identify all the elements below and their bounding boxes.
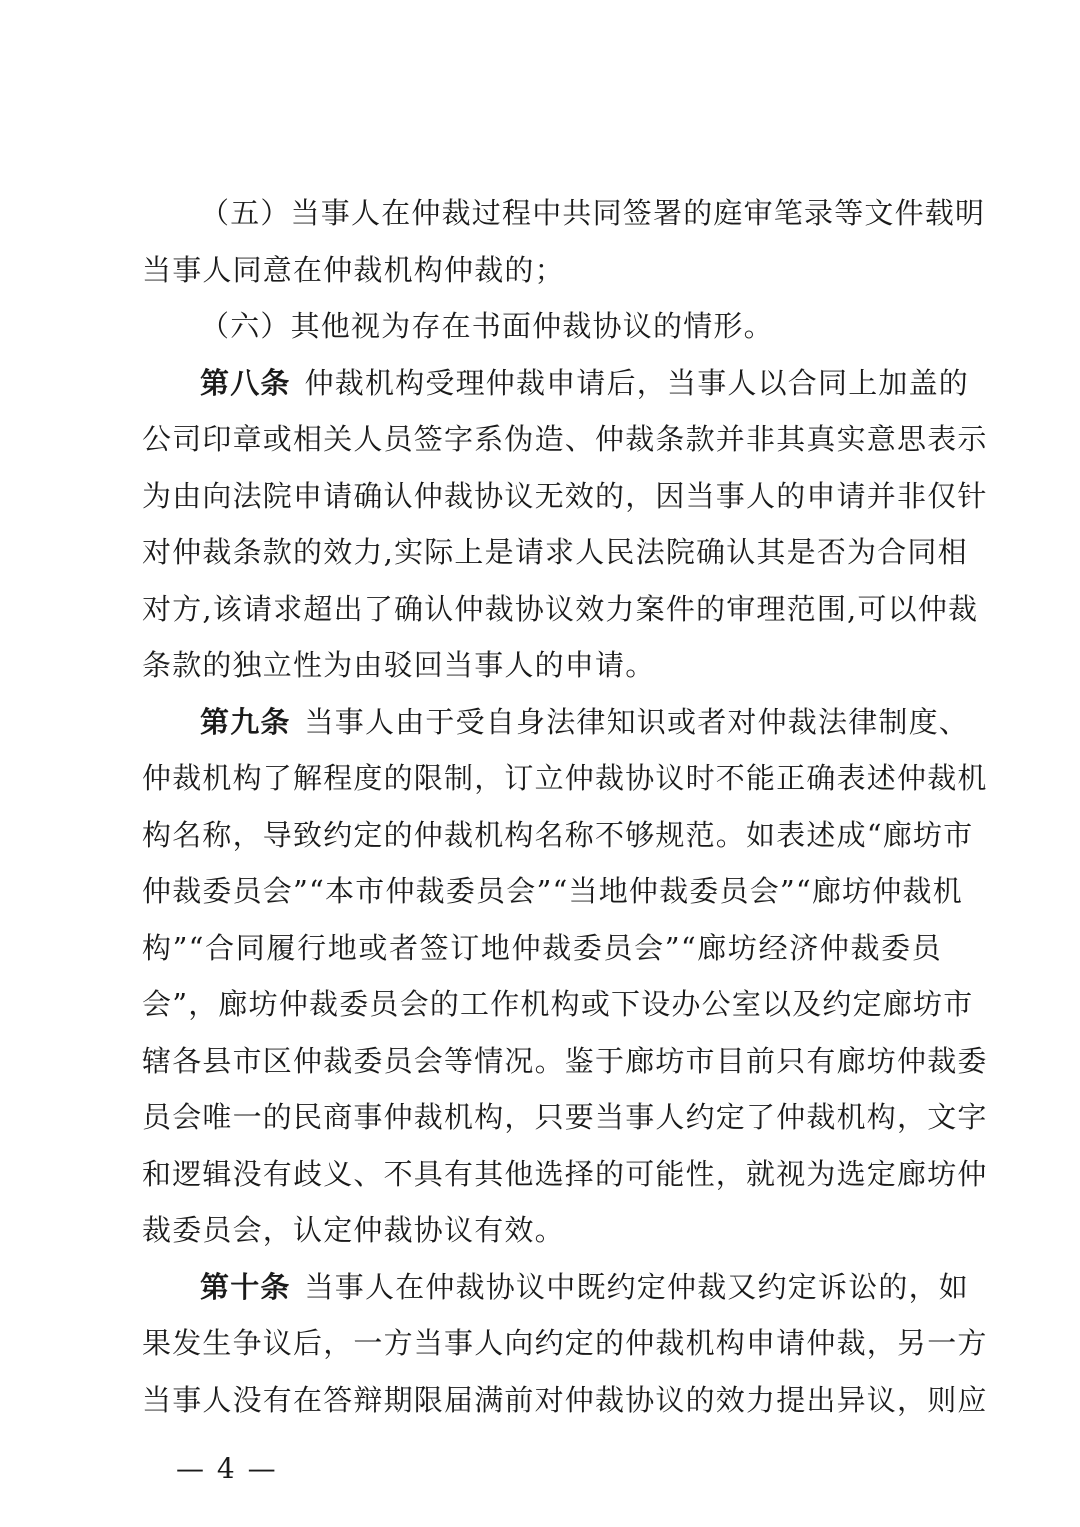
article-heading: 第十条	[200, 1269, 291, 1304]
text-line: （五）当事人在仲裁过程中共同签署的庭审笔录等文件载明	[200, 196, 986, 230]
article-heading: 第八条	[200, 365, 291, 400]
paragraph-item-5	[142, 185, 986, 298]
text-line	[142, 694, 970, 751]
article-text: 当事人由于受自身法律知识或者对仲裁法律制度、	[304, 704, 970, 739]
text-line: 为由向法院申请确认仲裁协议无效的，因当事人的申请并非仅针	[142, 478, 988, 513]
text-line: 当事人同意在仲裁机构仲裁的；	[142, 252, 565, 287]
paragraph-item-6	[142, 298, 942, 355]
text-line: 员会唯一的民商事仲裁机构，只要当事人约定了仲裁机构，文字	[142, 1100, 988, 1134]
text-line: 对方,该请求超出了确认仲裁协议效力案件的审理范围,可以仲裁	[142, 591, 979, 626]
text-line: 会”，廊坊仲裁委员会的工作机构或下设办公室以及约定廊坊市	[142, 987, 974, 1021]
text-line: 构”“合同履行地或者签订地仲裁委员会”“廊坊经济仲裁委员	[142, 930, 942, 965]
text-line: 当事人没有在答辩期限届满前对仲裁协议的效力提出异议，则应	[142, 1382, 988, 1417]
text-line: 和逻辑没有歧义、不具有其他选择的可能性，就视为选定廊坊仲	[142, 1156, 988, 1191]
article-10	[142, 1259, 988, 1429]
article-9	[142, 694, 988, 1259]
text-line: 仲裁委员会”“本市仲裁委员会”“当地仲裁委员会”“廊坊仲裁机	[142, 874, 963, 908]
article-heading: 第九条	[200, 704, 291, 739]
article-text: 当事人在仲裁协议中既约定仲裁又约定诉讼的，如	[304, 1269, 970, 1304]
text-line	[142, 355, 970, 412]
page-number: — 4 —	[176, 1452, 278, 1485]
text-line: 构名称，导致约定的仲裁机构名称不够规范。如表述成“廊坊市	[142, 817, 974, 852]
text-line: 仲裁机构了解程度的限制，订立仲裁协议时不能正确表述仲裁机	[142, 761, 988, 795]
text-line: 裁委员会，认定仲裁协议有效。	[142, 1213, 565, 1247]
article-8	[142, 355, 988, 694]
text-line: 对仲裁条款的效力,实际上是请求人民法院确认其是否为合同相	[142, 535, 968, 569]
text-line: 辖各县市区仲裁委员会等情况。鉴于廊坊市目前只有廊坊仲裁委	[142, 1043, 988, 1078]
document-body	[142, 185, 988, 1428]
text-line	[142, 1259, 970, 1316]
text-line: （六）其他视为存在书面仲裁协议的情形。	[200, 309, 774, 343]
text-line: 公司印章或相关人员签字系伪造、仲裁条款并非其真实意思表示	[142, 422, 988, 456]
text-line: 果发生争议后，一方当事人向约定的仲裁机构申请仲裁，另一方	[142, 1326, 988, 1360]
text-line: 条款的独立性为由驳回当事人的申请。	[142, 648, 656, 682]
article-text: 仲裁机构受理仲裁申请后，当事人以合同上加盖的	[304, 365, 970, 400]
